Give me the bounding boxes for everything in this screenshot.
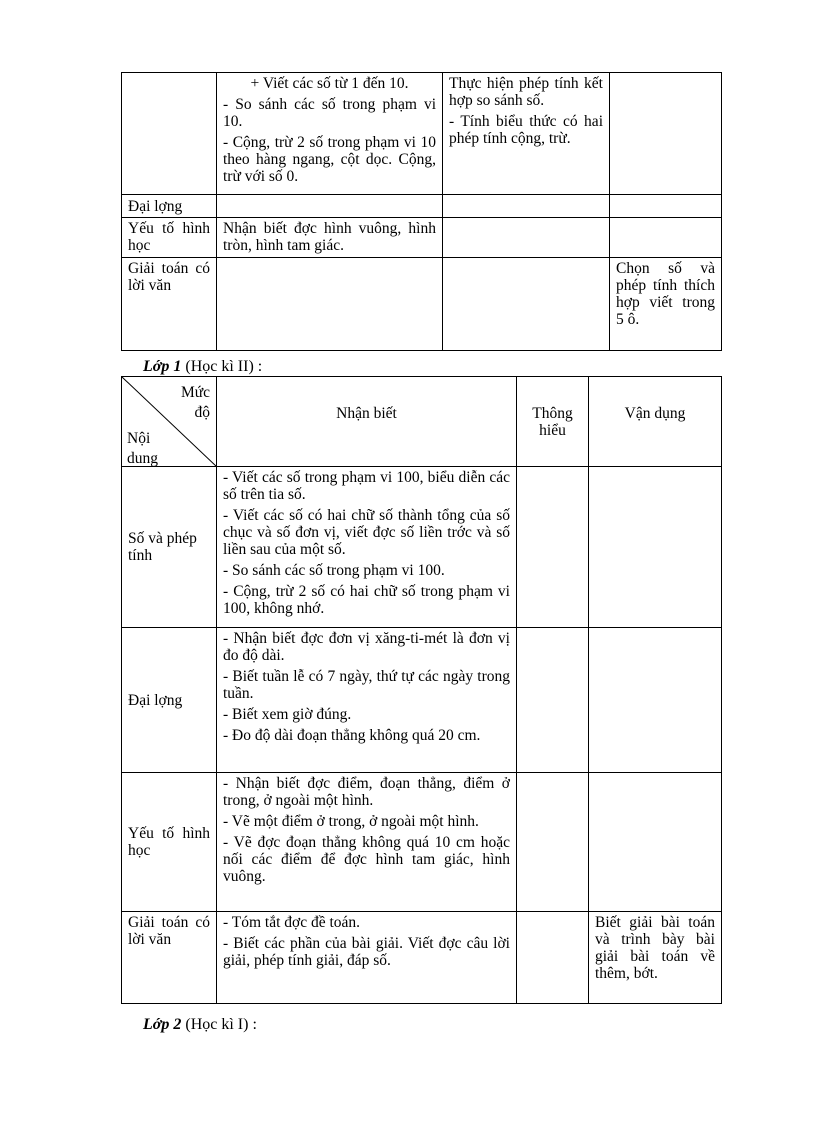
table-row	[122, 912, 722, 1004]
list-item: - Nhận biết đợc điểm, đoạn thẳng, điểm ở trong, ở ngoài một hình.	[223, 775, 510, 809]
cell-thong-hieu	[443, 258, 610, 351]
cell-content: Giải toán có lời văn	[122, 258, 217, 351]
header-muc-do: Mức độ	[180, 384, 210, 421]
list-item: - So sánh các số trong phạm vi 10.	[223, 96, 436, 130]
cell-thong-hieu	[443, 218, 610, 258]
cell-nhan-biet	[217, 467, 517, 628]
table-row	[122, 773, 722, 912]
cell-van-dung	[589, 773, 722, 912]
header-noi-dung: Nội dung	[127, 430, 158, 467]
diagonal-header-cell	[122, 377, 217, 467]
cell-nhan-biet	[217, 912, 517, 1004]
list-item: - Đo độ dài đoạn thẳng không quá 20 cm.	[223, 727, 481, 744]
table-row	[122, 467, 722, 628]
cell-nhan-biet	[217, 258, 443, 351]
cell-nhan-biet	[217, 773, 517, 912]
cell-content	[122, 73, 217, 195]
section-heading-lop1-hk2: Lớp 1 (Học kì II) :	[143, 358, 263, 375]
cell-van-dung	[589, 467, 722, 628]
table-row	[122, 628, 722, 773]
list-item: - Cộng, trừ 2 số trong phạm vi 10 theo hàng ngang, cột dọc. Cộng, trừ với số 0.	[223, 134, 436, 185]
cell-thong-hieu	[517, 773, 589, 912]
cell-nhan-biet	[217, 195, 443, 218]
table-row	[122, 195, 722, 218]
cell-nhan-biet	[217, 628, 517, 773]
cell-nhan-biet: Nhận biết đợc hình vuông, hình tròn, hình tam giác.	[217, 218, 443, 258]
table-row	[122, 218, 722, 258]
cell-content: Yếu tố hình học	[122, 218, 217, 258]
cell-content: Đại lợng	[122, 195, 217, 218]
cell-content: Số và phép tính	[122, 467, 217, 628]
cell-thong-hieu	[517, 467, 589, 628]
header-van-dung: Vận dụng	[589, 377, 722, 467]
list-item: - Nhận biết đợc đơn vị xăng-ti-mét là đơn vị đo độ dài.	[223, 630, 510, 664]
list-item: - Biết các phần của bài giải. Viết đợc câu lời giải, phép tính giải, đáp số.	[223, 935, 510, 969]
cell-van-dung	[610, 218, 722, 258]
cell-van-dung	[589, 628, 722, 773]
cell-thong-hieu	[443, 195, 610, 218]
table-header-row	[122, 377, 722, 467]
list-item: - Cộng, trừ 2 số có hai chữ số trong phạm vi 100, không nhớ.	[223, 583, 510, 617]
list-item: - Tính biểu thức có hai phép tính cộng, trừ.	[449, 113, 603, 147]
cell-thong-hieu	[443, 73, 610, 195]
cell-van-dung: Chọn số và phép tính thích hợp viết trong 5 ô.	[610, 258, 722, 351]
cell-van-dung	[610, 73, 722, 195]
table-lop1-hk2	[121, 376, 722, 1004]
cell-thong-hieu	[517, 912, 589, 1004]
list-item: - Viết các số có hai chữ số thành tổng của số chục và số đơn vị, viết đợc số liền trớc và số liền sau của một số.	[223, 507, 510, 558]
list-item: - Viết các số trong phạm vi 100, biểu diễn các số trên tia số.	[223, 469, 510, 503]
list-item: - Biết tuần lễ có 7 ngày, thứ tự các ngày trong tuần.	[223, 668, 510, 702]
list-item: - Vẽ đợc đoạn thẳng không quá 10 cm hoặc nối các điểm để đợc hình tam giác, hình vuông.	[223, 834, 510, 885]
list-item: - Tóm tắt đợc đề toán.	[223, 914, 361, 931]
cell-nhan-biet	[217, 73, 443, 195]
list-item: - So sánh các số trong phạm vi 100.	[223, 562, 445, 579]
list-item: - Biết xem giờ đúng.	[223, 706, 352, 723]
section-heading-lop2-hk1: Lớp 2 (Học kì I) :	[143, 1016, 257, 1033]
cell-van-dung	[610, 195, 722, 218]
cell-content: Giải toán có lời văn	[122, 912, 217, 1004]
table-lop1-hk1-continued	[121, 72, 722, 351]
header-nhan-biet: Nhận biết	[217, 377, 517, 467]
list-item: Thực hiện phép tính kết hợp so sánh số.	[449, 75, 603, 109]
cell-van-dung: Biết giải bài toán và trình bày bài giải bài toán về thêm, bớt.	[589, 912, 722, 1004]
list-item: + Viết các số từ 1 đến 10.	[250, 75, 409, 92]
header-thong-hieu: Thông hiểu	[517, 377, 589, 467]
cell-content: Yếu tố hình học	[122, 773, 217, 912]
cell-thong-hieu	[517, 628, 589, 773]
table-row	[122, 73, 722, 195]
cell-content: Đại lợng	[122, 628, 217, 773]
table-row	[122, 258, 722, 351]
list-item: - Vẽ một điểm ở trong, ở ngoài một hình.	[223, 813, 479, 830]
